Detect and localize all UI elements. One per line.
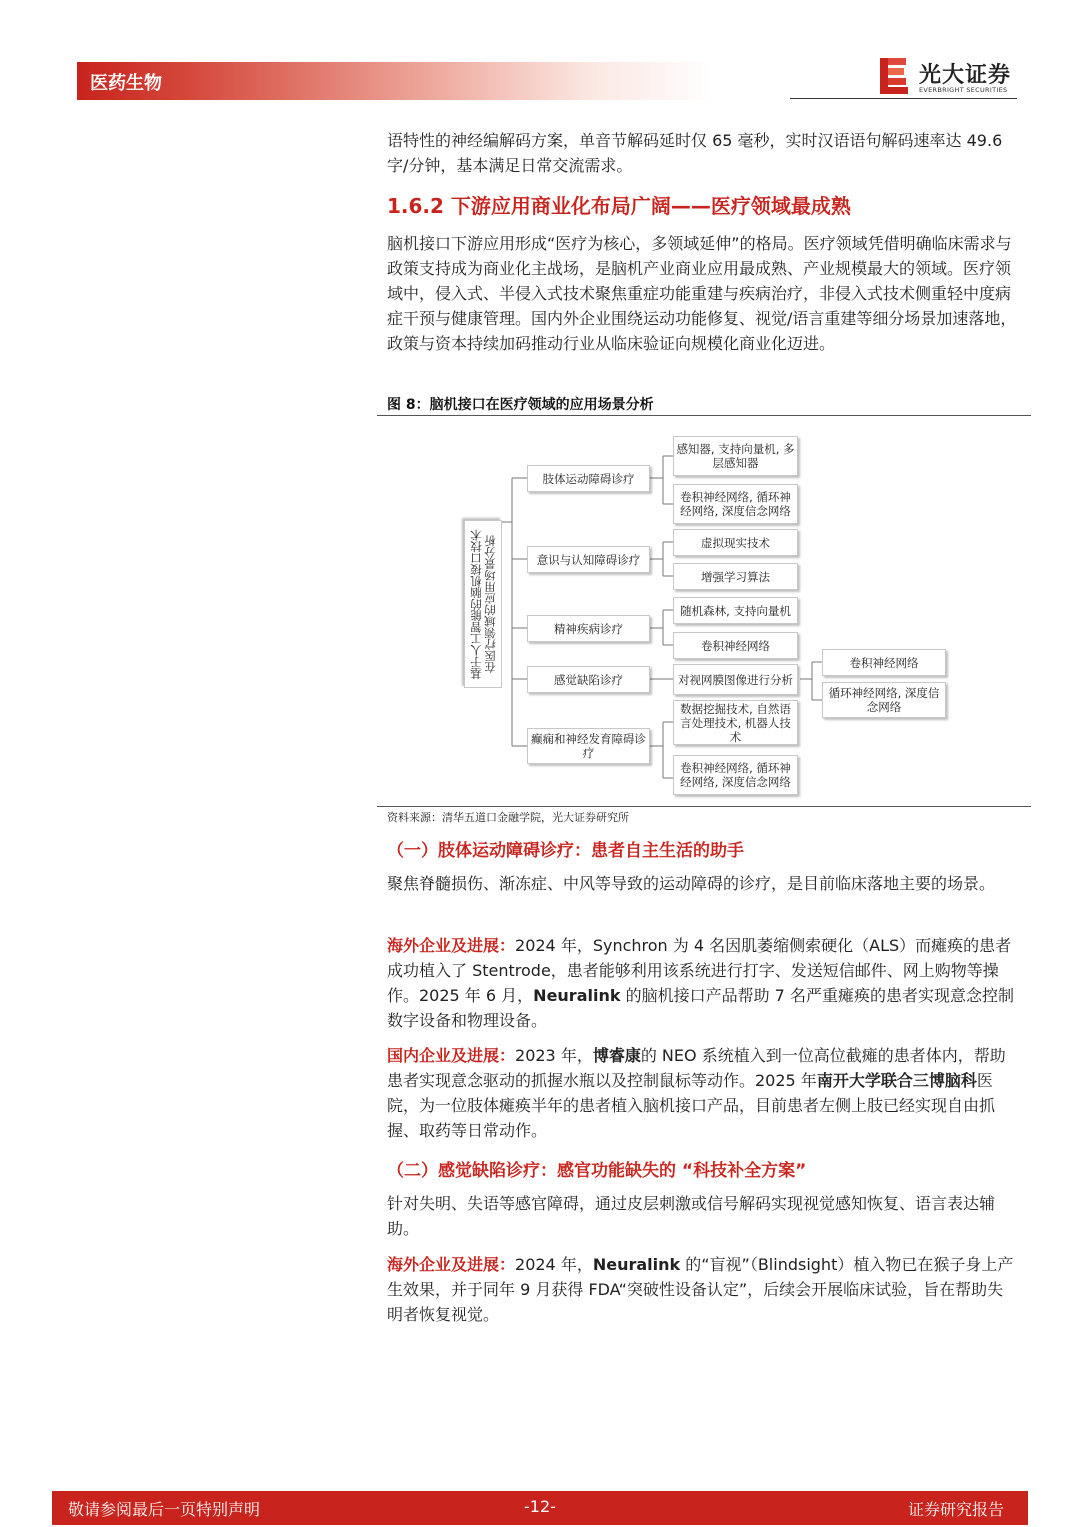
tech-box: 随机森林, 支持向量机 [673, 597, 798, 624]
subsection-1-paragraph: 聚焦脊髓损伤、渐冻症、中风等导致的运动障碍的诊疗，是目前临床落地主要的场景。 [387, 874, 996, 893]
subsection-heading-2: （二）感觉缺陷诊疗：感官功能缺失的 “科技补全方案” [387, 1161, 807, 1181]
domestic-text: 医院，为一位肢体瘫痪半年的患者植入脑机接口产品，目前患者左侧上肢已经实现自由抓握、取药等日常动作。 [387, 1071, 996, 1140]
institution-name: 南开大学联合三博脑科 [816, 1071, 977, 1090]
category-limb-motor: 肢体运动障碍诊疗 [527, 465, 650, 492]
subsection-heading-1: （一）肢体运动障碍诊疗：患者自主生活的助手 [387, 841, 744, 861]
subtech-box: 卷积神经网络 [822, 649, 946, 676]
overseas-text: 的“盲视”（Blindsight）植入物已在猴子身上产生效果，并于同年 9 月获得 FDA“突破性设备认定”，后续会开展临床试验，旨在帮助失明者恢复视觉。 [387, 1255, 1014, 1324]
company-name: Neuralink [533, 986, 621, 1005]
category-consciousness: 意识与认知障碍诊疗 [527, 546, 650, 573]
domestic-text: 的 NEO 系统植入到一位高位截瘫的患者体内，帮助患者实现意念驱动的抓握水瓶以及控制鼠标等动作。2025 年 [387, 1046, 1006, 1090]
overseas-label: 海外企业及进展： [387, 1255, 516, 1274]
diagram-root: 基于人工智能的脑机接口技术在医疗领域的应用场景分析 [464, 520, 502, 688]
overseas-text: 的脑机接口产品帮助 7 名严重瘫痪的患者实现意念控制数字设备和物理设备。 [387, 986, 1014, 1030]
company-name: Neuralink [592, 1255, 681, 1274]
overseas-progress-2 [387, 1252, 1017, 1327]
tech-box: 感知器, 支持向量机, 多层感知器 [673, 436, 798, 476]
company-logo [878, 56, 1018, 98]
category-epilepsy: 癫痫和神经发育障碍诊疗 [527, 728, 650, 764]
footer-report-type: 证券研究报告 [907, 1500, 1004, 1519]
logo-english: EVERBRIGHT SECURITIES [919, 86, 1008, 94]
figure-bottom-rule [377, 806, 1031, 807]
figure-title: 图 8：脑机接口在医疗领域的应用场景分析 [387, 397, 654, 413]
application-tree-diagram [460, 428, 960, 803]
overseas-label: 海外企业及进展： [387, 936, 516, 955]
section-paragraph: 脑机接口下游应用形成“医疗为核心，多领域延伸”的格局。医疗领域凭借明确临床需求与政策支持成为商业化主战场，是脑机产业商业应用最成熟、产业规模最大的领域。医疗领域中，侵入式、半侵入式技术聚焦重症功能重建与疾病治疗，非侵入式技术侧重轻中度病症干预与健康管理。国内外企业围绕运动功能修复、视觉/语言重建等细分场景加速落地，政策与资本持续加码推动行业从临床验证向规模化商业化迈进。 [387, 234, 1017, 353]
header-section-band [77, 62, 717, 100]
section-label: 医药生物 [90, 73, 162, 94]
tech-box: 卷积神经网络, 循环神经网络, 深度信念网络 [673, 484, 798, 524]
logo-name: 光大证券 [919, 63, 1012, 88]
tech-box: 数据挖掘技术, 自然语言处理技术, 机器人技术 [673, 700, 798, 745]
company-name: 博睿康 [592, 1046, 641, 1065]
page-footer [52, 1491, 1028, 1525]
logo-mark-icon [878, 56, 910, 96]
figure-source: 资料来源：清华五道口金融学院，光大证券研究所 [387, 811, 629, 824]
intro-paragraph: 语特性的神经编解码方案，单音节解码延时仅 65 毫秒，实时汉语语句解码速率达 49.6 字/分钟，基本满足日常交流需求。 [387, 131, 1003, 175]
tech-box: 增强学习算法 [673, 563, 798, 590]
subsection-2-paragraph: 针对失明、失语等感官障碍，通过皮层刺激或信号解码实现视觉感知恢复、语言表达辅助。 [387, 1194, 996, 1238]
domestic-label: 国内企业及进展： [387, 1046, 516, 1065]
section-heading: 1.6.2 下游应用商业化布局广阔——医疗领域最成熟 [387, 194, 851, 218]
page-number: -12- [524, 1497, 556, 1516]
tech-box: 对视网膜图像进行分析 [673, 664, 798, 695]
figure-top-rule [377, 415, 1031, 416]
subtech-box: 循环神经网络, 深度信念网络 [822, 682, 946, 718]
overseas-text: 2024 年， [515, 1255, 593, 1274]
header-divider [790, 98, 1017, 99]
category-psychiatric: 精神疾病诊疗 [527, 615, 650, 642]
domestic-progress-1 [387, 1043, 1017, 1143]
footer-disclaimer: 敬请参阅最后一页特别声明 [68, 1500, 261, 1519]
category-sensory: 感觉缺陷诊疗 [527, 666, 650, 693]
tech-box: 卷积神经网络, 循环神经网络, 深度信念网络 [673, 755, 798, 795]
tech-box: 虚拟现实技术 [673, 529, 798, 556]
tech-box: 卷积神经网络 [673, 632, 798, 659]
domestic-text: 2023 年， [515, 1046, 593, 1065]
overseas-text: 2024 年，Synchron 为 4 名因肌萎缩侧索硬化（ALS）而瘫痪的患者成功植入了 Stentrode，患者能够利用该系统进行打字、发送短信邮件、网上购物等操作。2025 年 6 月， [387, 936, 1012, 1005]
overseas-progress-1 [387, 933, 1017, 1033]
